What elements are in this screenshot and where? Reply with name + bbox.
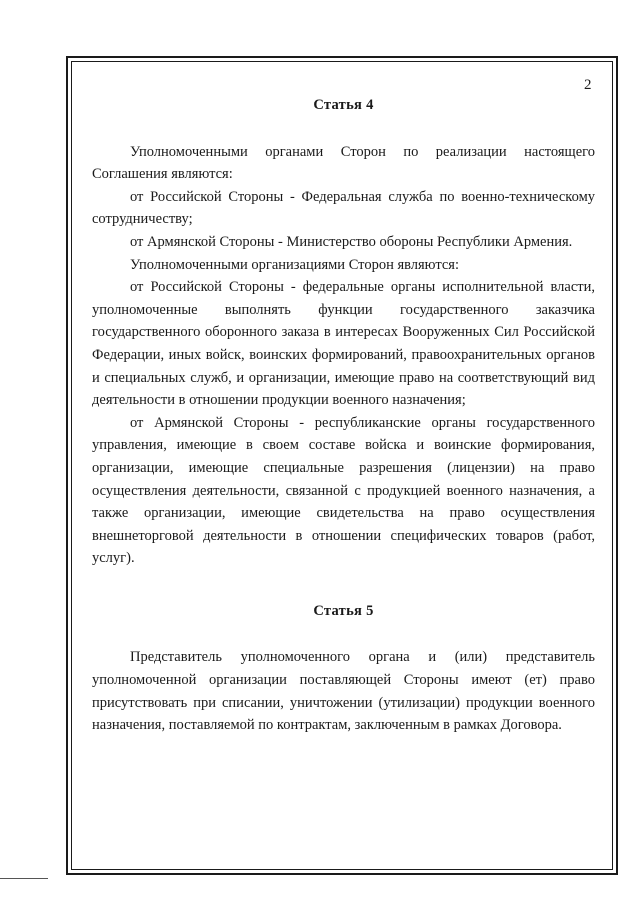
article-4-paragraph-4: Уполномоченными организациями Сторон являются: bbox=[130, 256, 459, 273]
article-4-paragraph-2: от Российской Стороны - Федеральная служба по военно-техническому сотрудничеству; bbox=[92, 188, 595, 228]
article-5-section bbox=[92, 646, 595, 736]
scan-edge-line bbox=[0, 878, 48, 879]
article-4-heading: Статья 4 bbox=[313, 97, 374, 113]
page-number: 2 bbox=[584, 77, 592, 93]
article-4-paragraph-3: от Армянской Стороны - Министерство обороны Республики Армения. bbox=[130, 233, 573, 250]
article-5-heading: Статья 5 bbox=[313, 602, 374, 619]
article-4-paragraph-1: Уполномоченными органами Сторон по реализации настоящего Соглашения являются: bbox=[92, 143, 595, 183]
article-4-paragraph-6: от Армянской Стороны - республиканские органы государственного управления, имеющие в своем составе войска и воинские формирования, организации, имеющие специальные разрешения (лицензии) на право осуществления деятельности, связанной с продукцией военного назначения, а также организации, имеющие свидетельства на право осуществления внешнеторговой деятельности в отношении специфических товаров (работ, услуг). bbox=[92, 414, 595, 567]
document-body bbox=[92, 94, 595, 737]
article-5-paragraph-1: Представитель уполномоченного органа и (или) представитель уполномоченной организации поставляющей Стороны имеют (ет) право присутствовать при списании, уничтожении (утилизации) продукции военного назначения, поставляемой по контрактам, заключенным в рамках Договора. bbox=[92, 649, 595, 734]
article-4-section bbox=[92, 141, 595, 570]
article-4-paragraph-5: от Российской Стороны - федеральные органы исполнительной власти, уполномоченные выполнять функции государственного заказчика государственного оборонного заказа в интересах Вооруженных Сил Российской Федерации, иных войск, воинских формирований, правоохранительных органов и специальных служб, и организации, имеющие право на соответствующий вид деятельности в отношении продукции военного назначения; bbox=[92, 279, 595, 409]
